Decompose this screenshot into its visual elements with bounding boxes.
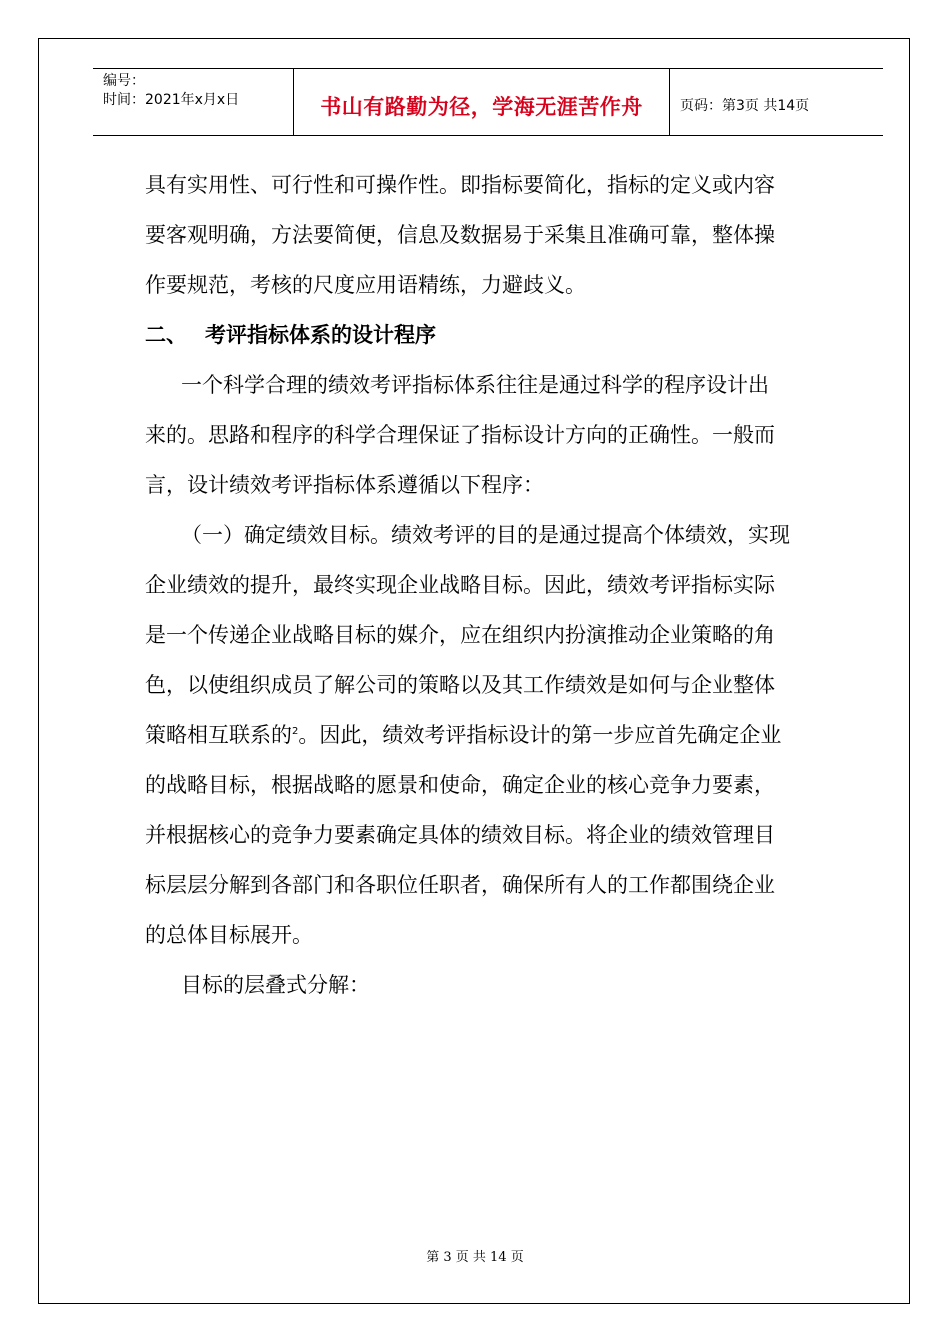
body-line: 要客观明确，方法要简便，信息及数据易于采集且准确可靠，整体操 (145, 223, 775, 247)
footnote-ref[interactable]: 2 (292, 726, 299, 737)
document-time-label: 时间：2021年x月x日 (103, 92, 240, 108)
paragraph-line: 并根据核心的竞争力要素确定具体的绩效目标。将企业的绩效管理目 (145, 823, 775, 847)
header-table (93, 68, 883, 136)
document-body (145, 160, 835, 1010)
paragraph-text: 。因此，绩效考评指标设计的第一步应首先确定企业 (298, 723, 782, 747)
header-motto: 书山有路勤为径，学海无涯苦作舟 (320, 95, 643, 119)
section-heading (145, 310, 835, 360)
paragraph-line: 色，以使组织成员了解公司的策略以及其工作绩效是如何与企业整体 (145, 673, 775, 697)
paragraph-line: 言，设计绩效考评指标体系遵循以下程序： (145, 473, 544, 497)
paragraph-text: 策略相互联系的 (145, 723, 292, 747)
body-line: 具有实用性、可行性和可操作性。即指标要简化，指标的定义或内容 (145, 173, 775, 197)
paragraph-line: 是一个传递企业战略目标的媒介，应在组织内扮演推动企业策略的角 (145, 623, 775, 647)
paragraph-line: 的总体目标展开。 (145, 923, 313, 947)
section-number: 二、 (145, 323, 187, 347)
paragraph-line: 目标的层叠式分解： (181, 973, 370, 997)
header-page-info: 页码：第3页 共14页 (680, 98, 810, 114)
paragraph-line: 一个科学合理的绩效考评指标体系往往是通过科学的程序设计出 (181, 373, 769, 397)
paragraph-line: 企业绩效的提升，最终实现企业战略目标。因此，绩效考评指标实际 (145, 573, 775, 597)
header-page-cell (670, 69, 883, 135)
header-motto-cell (294, 69, 670, 135)
body-line: 作要规范，考核的尺度应用语精练，力避歧义。 (145, 273, 586, 297)
section-title: 考评指标体系的设计程序 (205, 323, 436, 347)
paragraph-line-with-footnote (145, 710, 835, 760)
document-number-label: 编号： (103, 73, 145, 89)
paragraph-line: 的战略目标，根据战略的愿景和使命，确定企业的核心竞争力要素， (145, 773, 775, 797)
paragraph-line: 标层层分解到各部门和各职位任职者，确保所有人的工作都围绕企业 (145, 873, 775, 897)
paragraph-line: （一）确定绩效目标。绩效考评的目的是通过提高个体绩效，实现 (181, 523, 790, 547)
paragraph-line: 来的。思路和程序的科学合理保证了指标设计方向的正确性。一般而 (145, 423, 775, 447)
header-meta-cell (93, 69, 294, 135)
page-footer: 第 3 页 共 14 页 (426, 1250, 524, 1265)
